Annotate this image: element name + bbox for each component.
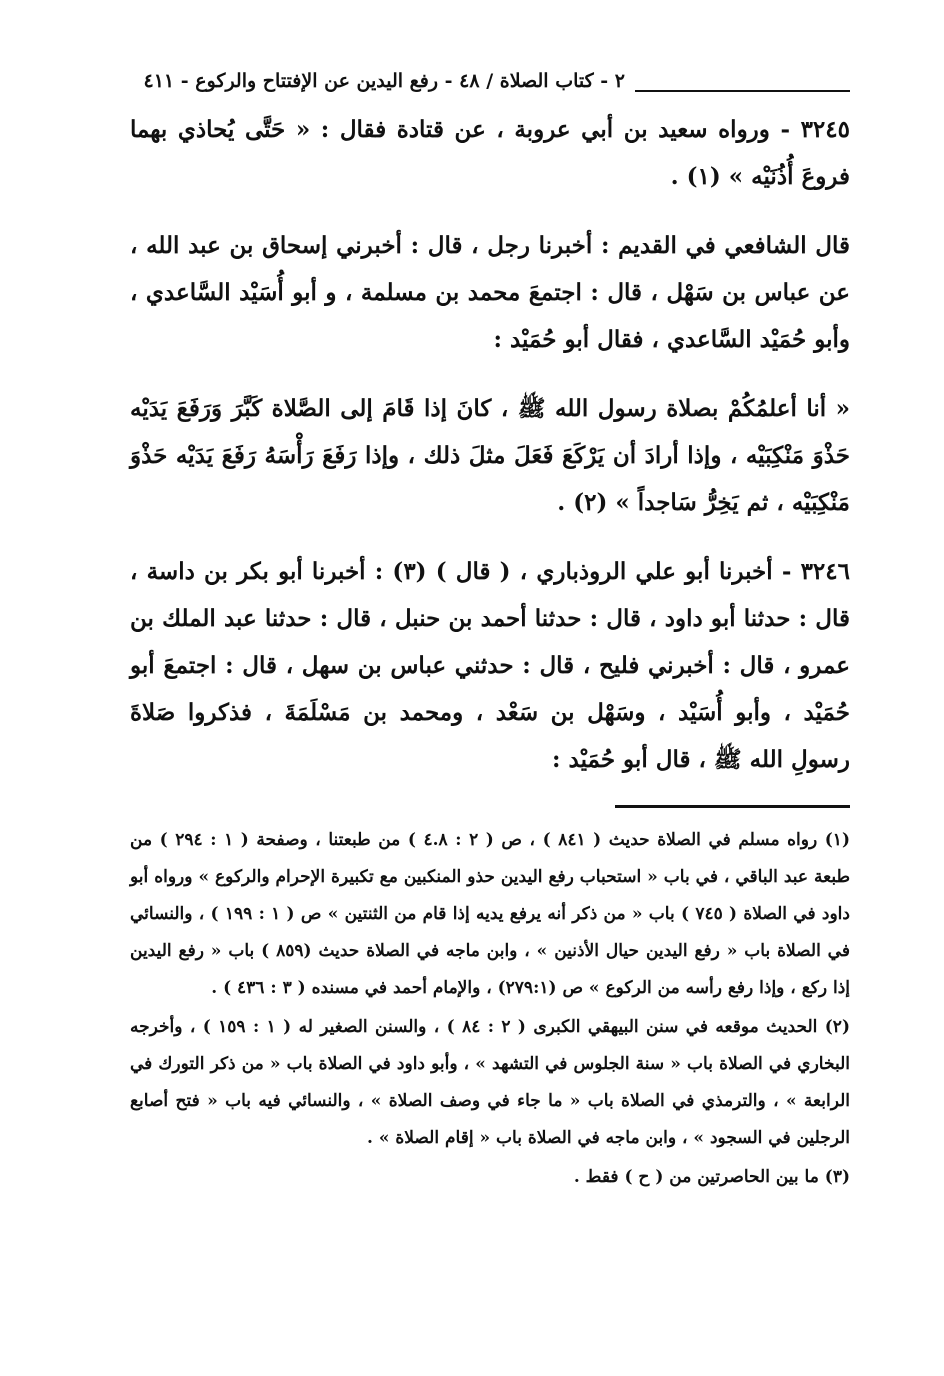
paragraph-hadith-3246: ٣٢٤٦ - أخبرنا أبو علي الروذباري ، ( قال ) (٣) : أخبرنا أبو بكر بن داسة ، قال : حدثنا أبو داود ، قال : حدثنا أحمد بن حنبل ، قال : حدثنا عبد الملك بن عمرو ، قال : أخبرني فليح ، قال : حدثني عباس بن سهل ، قال : اجتمعَ أبو حُمَيْد ، وأبو أُسَيْد ، وسَهْل بن سَعْد ، ومحمد بن مَسْلَمَةَ ، فذكروا صَلاةَ رسولِ الله ﷺ ، قال أبو حُمَيْد : — [130, 558, 850, 773]
footnote-3: (٣) ما بين الحاصرتين من ( ح ) فقط . — [573, 1167, 850, 1187]
main-text — [130, 106, 850, 783]
book-page — [130, 60, 850, 1198]
footnote-separator — [615, 805, 850, 808]
running-head-title: ٢ - كتاب الصلاة / ٤٨ - رفع اليدين عن الإفتتاح والركوع - ٤١١ — [143, 70, 625, 92]
paragraph-hadith-3245: ٣٢٤٥ - ورواه سعيد بن أبي عروبة ، عن قتادة فقال : « حَتَّى يُحاذي بهما فروعَ أُذُنَيْه » (١) . — [130, 116, 850, 190]
paragraph-shafii-qadim: قال الشافعي في القديم : أخبرنا رجل ، قال : أخبرني إسحاق بن عبد الله ، عن عباس بن سَهْل ، قال : اجتمعَ محمد بن مسلمة ، و أبو أُسَيْد السَّاعدي ، وأبو حُمَيْد السَّاعدي ، فقال أبو حُمَيْد : — [130, 232, 850, 353]
footnote-2: (٢) الحديث موقعه في سنن البيهقي الكبرى ( ٢ : ٨٤ ) ، والسنن الصغير له ( ١ : ١٥٩ ) ، وأخرجه البخاري في الصلاة باب « سنة الجلوس في التشهد » ، وأبو داود في الصلاة باب « من ذكر التورك في الرابعة » ، والترمذي في الصلاة باب « ما جاء في وصف الصلاة » ، والنسائي فيه باب « فتح أصابع الرجلين في السجود » ، وابن ماجه في الصلاة باب « إقام الصلاة » . — [130, 1017, 850, 1148]
running-head — [130, 60, 850, 106]
paragraph-abu-humayd-quote: « أنا أعلمُكُمْ بصلاة رسول الله ﷺ ، كانَ إذا قَامَ إلى الصَّلاة كَبَّرَ وَرَفَعَ يَدَيْه حَذْوَ مَنْكِبَيْه ، وإذا أرادَ أن يَرْكَعَ فَعَلَ مثلَ ذلك ، وإذا رَفَعَ رَأْسَهُ رَفَعَ يَدَيْه حَذْوَ مَنْكِبَيْه ، ثم يَخِرُّ سَاجداً » (٢) . — [130, 395, 850, 516]
footnote-1: (١) رواه مسلم في الصلاة حديث ( ٨٤١ ) ، ص ( ٢ : ٤.٨ ) من طبعتنا ، وصفحة ( ١ : ٢٩٤ ) من طبعة عبد الباقي ، في باب « استحباب رفع اليدين حذو المنكبين مع تكبيرة الإحرام والركوع » ورواه أبو داود في الصلاة ( ٧٤٥ ) باب « من ذكر أنه يرفع يديه إذا قام من الثنتين » ص ( ١ : ١٩٩ ) ، والنسائي في الصلاة باب « رفع اليدين حيال الأذنين » ، وابن ماجه في الصلاة حديث (٨٥٩ ) باب « رفع اليدين إذا ركع ، وإذا رفع رأسه من الركوع » ص (٢٧٩:١) ، والإمام أحمد في مسنده ( ٣ : ٤٣٦ ) . — [130, 830, 850, 998]
footnotes — [130, 822, 850, 1196]
running-head-rule — [635, 90, 850, 92]
